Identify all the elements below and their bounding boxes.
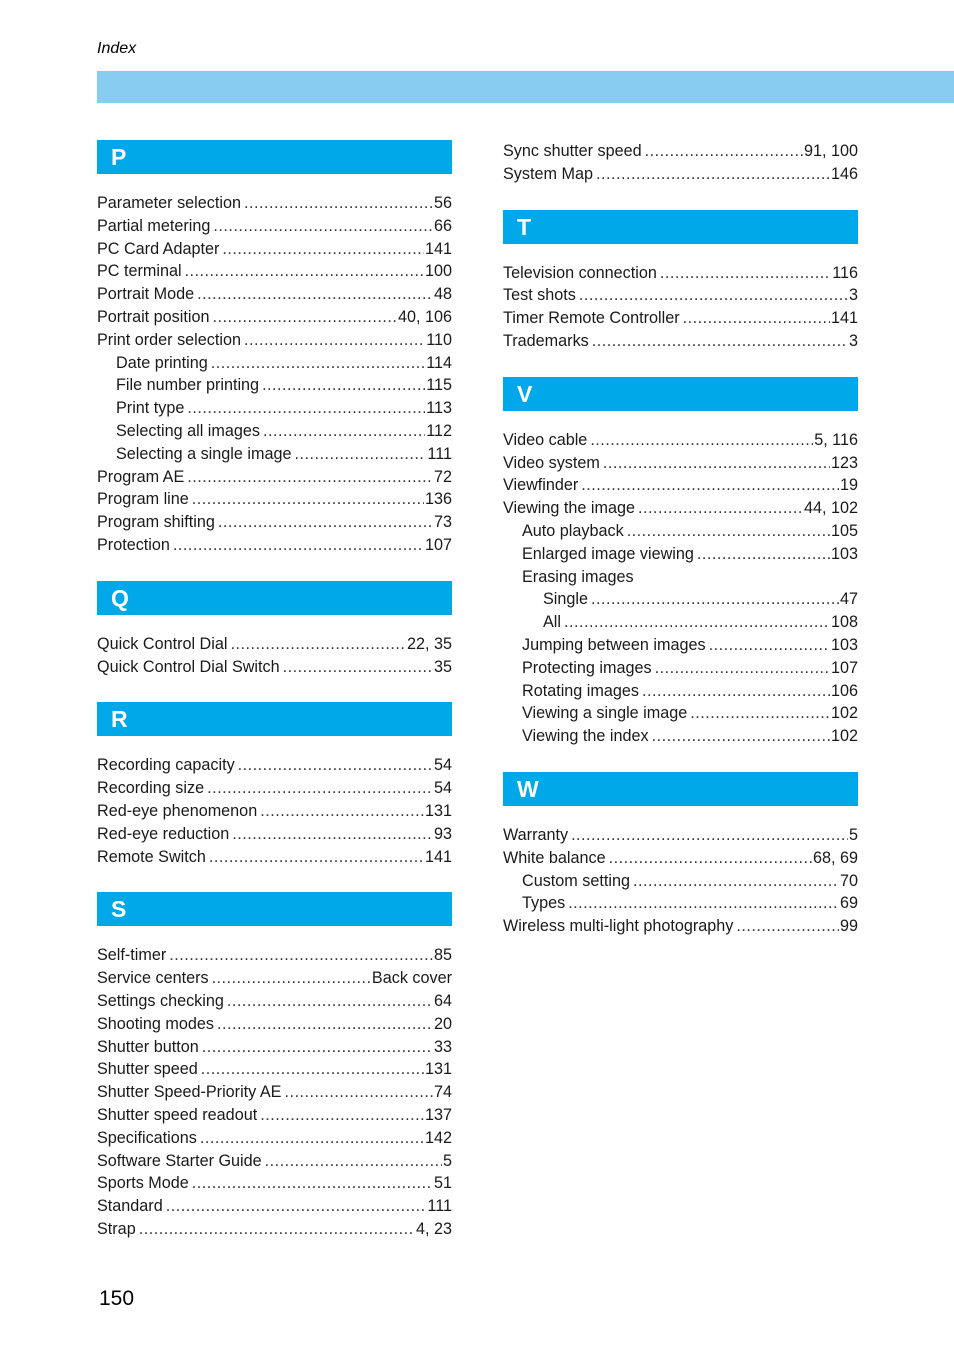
entry-page-ref: 74 [433, 1083, 452, 1102]
dot-leader [218, 511, 433, 534]
index-entry [97, 443, 452, 466]
dot-leader [213, 215, 433, 238]
dot-leader [633, 870, 839, 893]
entry-list [97, 944, 452, 1240]
index-section-t [503, 210, 858, 353]
section-letter-heading: R [97, 702, 452, 736]
index-entry [97, 1195, 452, 1218]
dot-leader [284, 1081, 433, 1104]
index-entry [503, 680, 858, 703]
dot-leader [568, 892, 839, 915]
index-entry [503, 566, 858, 589]
dot-leader [212, 306, 397, 329]
index-entry [503, 163, 858, 186]
index-entry [97, 1172, 452, 1195]
index-entry [97, 283, 452, 306]
entry-page-ref: 111 [427, 1197, 452, 1216]
index-entry [503, 824, 858, 847]
entry-term: Recording capacity [97, 756, 235, 775]
index-entry [97, 215, 452, 238]
entry-term: Custom setting [522, 871, 630, 890]
entry-list [97, 192, 452, 557]
index-entry [97, 1150, 452, 1173]
dot-leader [139, 1218, 415, 1241]
dot-leader [581, 474, 839, 497]
index-entry [503, 870, 858, 893]
header-band [97, 71, 954, 103]
entry-term: Wireless multi-light photography [503, 917, 734, 936]
entry-term: Sync shutter speed [503, 142, 642, 160]
index-entry [97, 967, 452, 990]
entry-page-ref: 5, 116 [814, 430, 858, 449]
dot-leader [227, 990, 433, 1013]
entry-page-ref: 3 [848, 286, 858, 305]
dot-leader [642, 680, 830, 703]
entry-term: All [543, 613, 561, 632]
index-section-q [97, 581, 452, 679]
entry-page-ref: 111 [427, 444, 452, 463]
dot-leader [238, 754, 433, 777]
section-letter-heading: T [503, 210, 858, 244]
entry-page-ref: 91, 100 [803, 142, 858, 160]
entry-term: Shutter speed [97, 1060, 198, 1079]
index-entry [503, 657, 858, 680]
dot-leader [627, 520, 830, 543]
index-entry [97, 1058, 452, 1081]
index-entry [503, 634, 858, 657]
entry-page-ref: 106 [830, 681, 858, 700]
dot-leader [217, 1013, 433, 1036]
entry-term: Remote Switch [97, 847, 206, 866]
dot-leader [260, 1104, 424, 1127]
dot-leader [192, 1172, 433, 1195]
index-entry [503, 702, 858, 725]
entry-page-ref: 113 [426, 399, 452, 418]
entry-term: Selecting a single image [116, 444, 292, 463]
dot-leader [232, 823, 433, 846]
entry-term: Video cable [503, 430, 588, 449]
dot-leader [283, 656, 433, 679]
entry-term: PC Card Adapter [97, 239, 220, 258]
entry-term: Selecting all images [116, 421, 260, 440]
index-entry [503, 588, 858, 611]
entry-term: Quick Control Dial Switch [97, 657, 280, 676]
entry-page-ref: 136 [424, 490, 452, 509]
entry-term: Types [522, 894, 566, 913]
entry-term: Program line [97, 490, 189, 509]
entry-term: Program shifting [97, 513, 215, 532]
entry-page-ref: 73 [433, 513, 452, 532]
entry-page-ref: 105 [830, 521, 858, 540]
index-entry [97, 260, 452, 283]
entry-page-ref: 107 [830, 658, 858, 677]
index-entry [97, 1218, 452, 1241]
entry-term: Protecting images [522, 658, 652, 677]
entry-page-ref: 93 [433, 824, 452, 843]
index-entry [97, 754, 452, 777]
entry-page-ref: 114 [426, 353, 452, 372]
entry-page-ref: 33 [433, 1037, 452, 1056]
dot-leader [736, 915, 839, 938]
index-entry [503, 915, 858, 938]
entry-page-ref: 56 [433, 194, 452, 212]
entry-page-ref: 131 [424, 801, 452, 820]
entry-page-ref: 54 [433, 779, 452, 798]
entry-page-ref: 110 [426, 330, 452, 349]
index-entry [97, 800, 452, 823]
index-section-v [503, 377, 858, 748]
entry-list [503, 429, 858, 748]
index-entry [97, 420, 452, 443]
entry-term: Timer Remote Controller [503, 309, 680, 328]
entry-page-ref: 115 [426, 376, 452, 395]
entry-page-ref: 51 [433, 1174, 452, 1193]
index-entry [97, 633, 452, 656]
entry-term: Protection [97, 535, 170, 554]
entry-term: Settings checking [97, 991, 224, 1010]
entry-page-ref: 141 [424, 239, 452, 258]
dot-leader [166, 1195, 427, 1218]
entry-list [503, 824, 858, 938]
section-letter-heading: W [503, 772, 858, 806]
entry-term: PC terminal [97, 262, 182, 281]
entry-page-ref: 3 [848, 331, 858, 350]
index-entry [97, 374, 452, 397]
index-section-s [97, 892, 452, 1240]
entry-page-ref: 22, 35 [406, 634, 452, 653]
section-letter-heading: V [503, 377, 858, 411]
entry-page-ref: 102 [830, 704, 858, 723]
dot-leader [244, 329, 425, 352]
dot-leader [211, 352, 425, 375]
entry-term: Quick Control Dial [97, 634, 228, 653]
index-entry [97, 397, 452, 420]
dot-leader [655, 657, 830, 680]
dot-leader [262, 374, 425, 397]
entry-term: Single [543, 590, 588, 609]
entry-term: Shutter button [97, 1037, 199, 1056]
dot-leader [260, 800, 424, 823]
entry-page-ref: 99 [839, 917, 858, 936]
entry-term: Software Starter Guide [97, 1151, 262, 1170]
entry-page-ref: 5 [442, 1151, 452, 1170]
dot-leader [244, 192, 433, 215]
index-entry [97, 1081, 452, 1104]
entry-page-ref: 19 [839, 476, 858, 495]
entry-page-ref: 20 [433, 1014, 452, 1033]
index-entry [97, 1036, 452, 1059]
index-section-p [97, 140, 452, 557]
index-entry [97, 192, 452, 215]
dot-leader [709, 634, 830, 657]
dot-leader [652, 725, 830, 748]
index-entry [97, 352, 452, 375]
entry-term: Portrait position [97, 307, 210, 326]
dot-leader [207, 777, 433, 800]
dot-leader [603, 452, 830, 475]
entry-page-ref: 35 [433, 657, 452, 676]
dot-leader [187, 397, 425, 420]
entry-page-ref: 112 [426, 421, 452, 440]
entry-term: Service centers [97, 969, 209, 988]
entry-page-ref: Back cover [371, 969, 452, 988]
entry-term: Date printing [116, 353, 208, 372]
dot-leader [209, 846, 424, 869]
entry-page-ref: 69 [839, 894, 858, 913]
dot-leader [185, 260, 424, 283]
entry-term: Video system [503, 453, 600, 472]
index-entry [503, 520, 858, 543]
index-entry [503, 429, 858, 452]
entry-term: Jumping between images [522, 635, 706, 654]
dot-leader [571, 824, 848, 847]
index-entry [97, 534, 452, 557]
entry-page-ref: 70 [839, 871, 858, 890]
entry-term: Test shots [503, 286, 576, 305]
entry-term: Print order selection [97, 330, 241, 349]
entry-term: Print type [116, 399, 185, 418]
index-entry [97, 944, 452, 967]
entry-term: Sports Mode [97, 1174, 189, 1193]
entry-term: Red-eye phenomenon [97, 801, 258, 820]
index-entry [97, 846, 452, 869]
entry-list [97, 633, 452, 679]
section-letter-heading: S [97, 892, 452, 926]
entry-page-ref: 103 [830, 635, 858, 654]
dot-leader [697, 543, 830, 566]
entry-page-ref: 131 [424, 1060, 452, 1079]
entry-term: Warranty [503, 825, 569, 844]
index-column-right [503, 140, 858, 938]
dot-leader [592, 330, 848, 353]
dot-leader [591, 588, 839, 611]
entry-term: Parameter selection [97, 194, 241, 212]
entry-term: Partial metering [97, 216, 211, 235]
entry-page-ref: 48 [433, 285, 452, 304]
entry-page-ref: 141 [424, 847, 452, 866]
entry-page-ref: 123 [830, 453, 858, 472]
entry-term: Viewing the index [522, 727, 649, 746]
running-header: Index [97, 40, 137, 57]
entry-term: Erasing images [522, 567, 634, 586]
page-number: 150 [99, 1287, 135, 1310]
index-entry [503, 262, 858, 285]
index-section-w [503, 772, 858, 938]
entry-page-ref: 47 [839, 590, 858, 609]
entry-term: Recording size [97, 779, 205, 798]
dot-leader [660, 262, 831, 285]
entry-term: Shooting modes [97, 1014, 214, 1033]
entry-term: Enlarged image viewing [522, 544, 694, 563]
entry-term: Television connection [503, 263, 657, 282]
index-entry [503, 543, 858, 566]
index-entry [97, 238, 452, 261]
entry-page-ref: 85 [433, 946, 452, 965]
index-entry [503, 892, 858, 915]
dot-leader [609, 847, 812, 870]
entry-page-ref: 72 [433, 467, 452, 486]
index-entry [97, 466, 452, 489]
dot-leader [683, 307, 830, 330]
index-entry [503, 611, 858, 634]
index-entry [97, 1013, 452, 1036]
index-entry [503, 307, 858, 330]
entry-term: Red-eye reduction [97, 824, 230, 843]
index-entry [97, 511, 452, 534]
entry-page-ref: 68, 69 [812, 848, 858, 867]
entry-term: Viewing the image [503, 499, 635, 518]
entry-page-ref: 146 [830, 164, 858, 183]
index-entry [503, 474, 858, 497]
index-entry [503, 284, 858, 307]
index-entry [503, 847, 858, 870]
dot-leader [638, 497, 803, 520]
entry-term: White balance [503, 848, 606, 867]
dot-leader [202, 1036, 433, 1059]
entry-page-ref: 4, 23 [415, 1219, 452, 1238]
entry-page-ref: 66 [433, 216, 452, 235]
index-entry [97, 823, 452, 846]
entry-page-ref: 102 [830, 727, 858, 746]
index-entry [97, 990, 452, 1013]
entry-page-ref: 116 [832, 263, 858, 282]
entry-page-ref: 141 [830, 309, 858, 328]
index-entry [503, 725, 858, 748]
index-entry [97, 306, 452, 329]
entry-term: Shutter speed readout [97, 1105, 258, 1124]
entry-page-ref: 64 [433, 991, 452, 1010]
index-entry [97, 488, 452, 511]
entry-term: Auto playback [522, 521, 624, 540]
entry-list [97, 754, 452, 868]
dot-leader [197, 283, 433, 306]
entry-term: Viewing a single image [522, 704, 688, 723]
dot-leader [187, 466, 433, 489]
dot-leader [564, 611, 830, 634]
entry-term: Rotating images [522, 681, 639, 700]
entry-page-ref: 44, 102 [803, 499, 858, 518]
dot-leader [169, 944, 433, 967]
entry-page-ref: 103 [830, 544, 858, 563]
dot-leader [263, 420, 425, 443]
entry-page-ref: 108 [830, 613, 858, 632]
dot-leader [192, 488, 424, 511]
entry-term: File number printing [116, 376, 260, 395]
entry-term: Program AE [97, 467, 185, 486]
entry-term: Strap [97, 1219, 136, 1238]
dot-leader [690, 702, 830, 725]
index-section-continued [503, 140, 858, 186]
dot-leader [294, 443, 426, 466]
dot-leader [596, 163, 830, 186]
entry-term: Trademarks [503, 331, 589, 350]
entry-list [503, 262, 858, 353]
entry-term: Specifications [97, 1128, 197, 1147]
dot-leader [265, 1150, 442, 1173]
entry-page-ref: 107 [424, 535, 452, 554]
index-entry [503, 140, 858, 163]
entry-term: Viewfinder [503, 476, 579, 495]
dot-leader [173, 534, 424, 557]
entry-page-ref: 5 [848, 825, 858, 844]
dot-leader [200, 1127, 424, 1150]
index-entry [97, 1104, 452, 1127]
index-column-left [97, 140, 452, 1241]
index-entry [97, 777, 452, 800]
index-entry [97, 329, 452, 352]
index-entry [503, 497, 858, 520]
section-letter-heading: Q [97, 581, 452, 615]
index-entry [503, 452, 858, 475]
index-section-r [97, 702, 452, 868]
entry-page-ref: 100 [424, 262, 452, 281]
entry-page-ref: 40, 106 [397, 307, 452, 326]
entry-term: Shutter Speed-Priority AE [97, 1083, 282, 1102]
dot-leader [212, 967, 371, 990]
entry-term: Standard [97, 1197, 163, 1216]
dot-leader [645, 140, 803, 163]
index-entry [97, 656, 452, 679]
entry-list [503, 140, 858, 186]
entry-page-ref: 137 [424, 1105, 452, 1124]
dot-leader [579, 284, 848, 307]
section-letter-heading: P [97, 140, 452, 174]
dot-leader [222, 238, 424, 261]
entry-term: Self-timer [97, 946, 167, 965]
entry-page-ref: 54 [433, 756, 452, 775]
entry-page-ref: 142 [424, 1128, 452, 1147]
index-entry [503, 330, 858, 353]
dot-leader [230, 633, 406, 656]
index-entry [97, 1127, 452, 1150]
dot-leader [590, 429, 813, 452]
dot-leader [201, 1058, 424, 1081]
entry-term: Portrait Mode [97, 285, 195, 304]
entry-term: System Map [503, 164, 593, 183]
